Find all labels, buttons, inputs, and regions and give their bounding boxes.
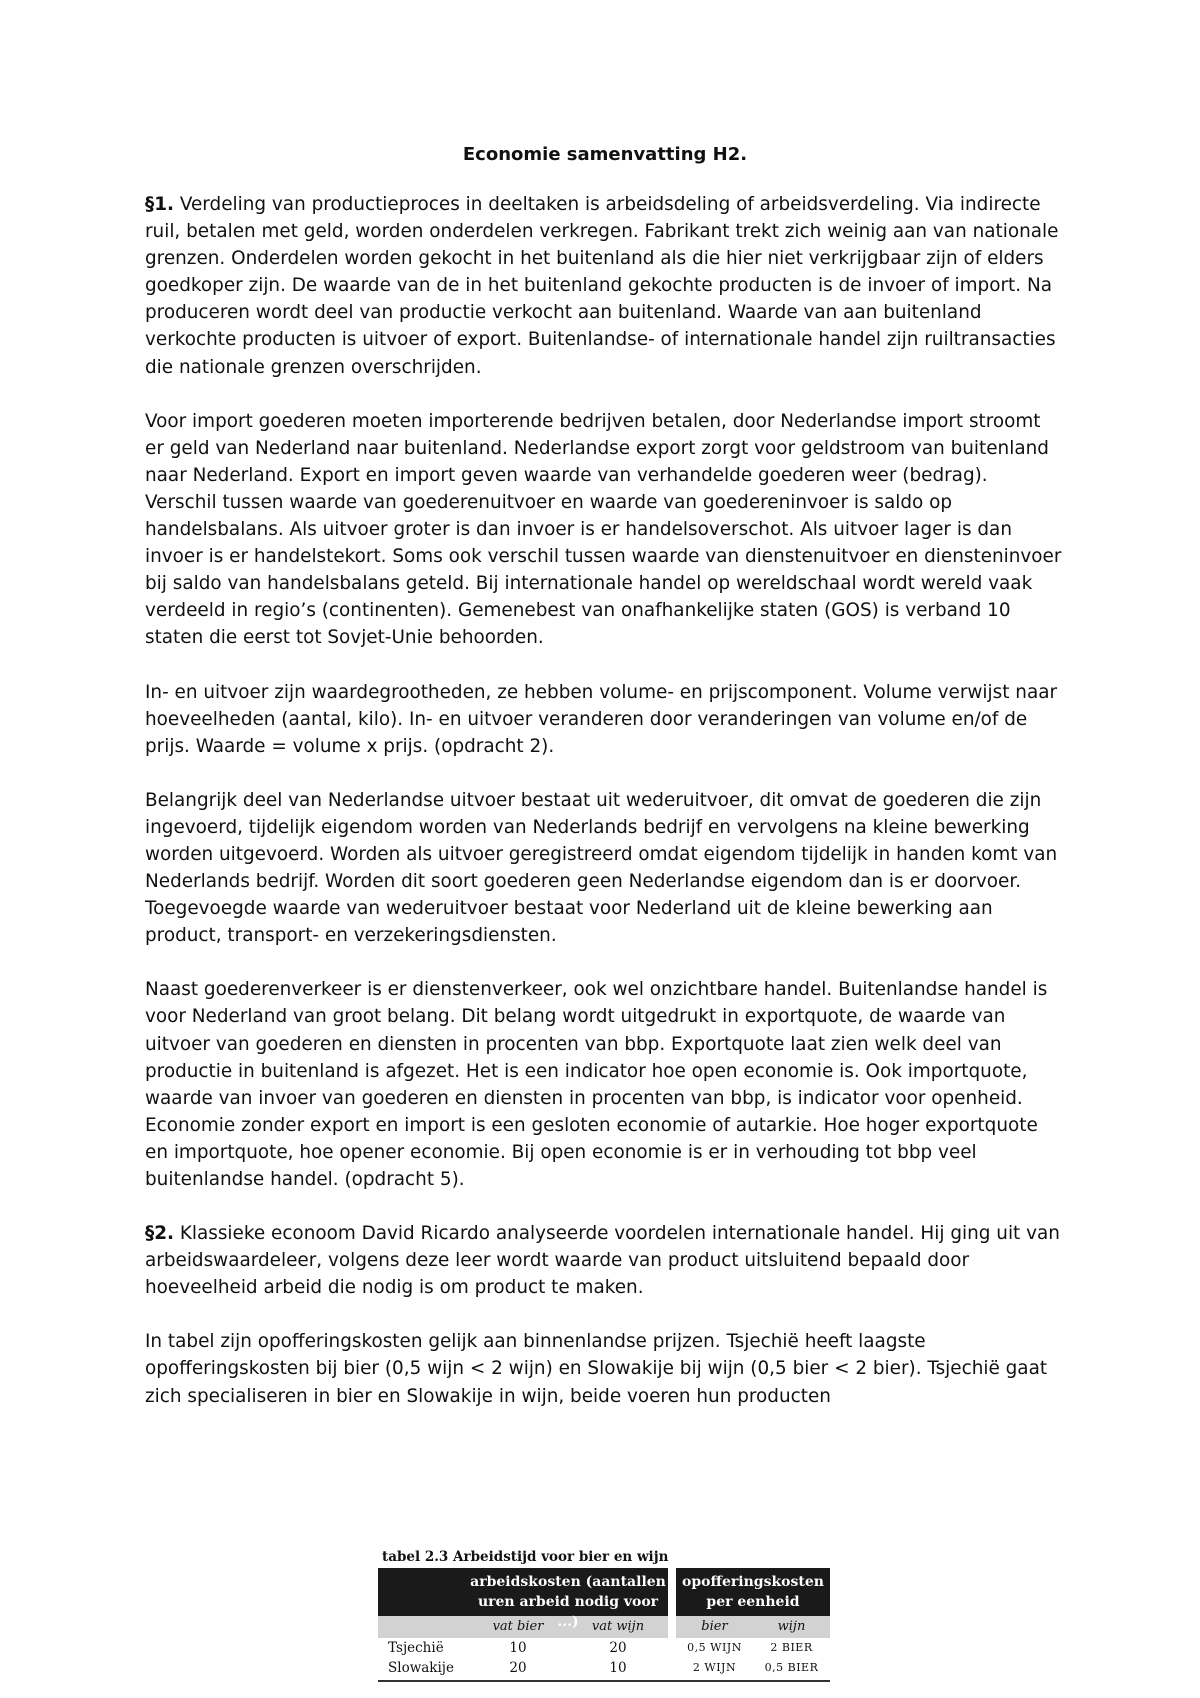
table-corner <box>378 1568 468 1616</box>
table-cell: 20 <box>509 1660 527 1676</box>
subheader-corner <box>378 1616 468 1638</box>
header-labor-costs-line2: uren arbeid nodig voor ...) <box>477 1594 659 1630</box>
table-cell: 2 BIER <box>770 1641 813 1654</box>
labor-time-table <box>378 1548 830 1682</box>
header-labor-costs-line1: arbeidskosten (aantallen <box>470 1574 666 1590</box>
table-row <box>378 1638 830 1658</box>
table-cell: 10 <box>509 1640 527 1656</box>
paragraph-2 <box>145 408 1065 652</box>
table-row <box>378 1658 830 1678</box>
table-bottom-rule <box>378 1680 830 1682</box>
document-title: Economie samenvatting H2. <box>462 144 748 165</box>
paragraph-7 <box>145 1328 1065 1409</box>
document-page <box>145 141 1065 1437</box>
header-opportunity-costs-line1: opofferingskosten <box>682 1574 824 1590</box>
paragraph-text: Klassieke econoom David Ricardo analyseerde voordelen internationale handel. Hij ging uit van arbeidswaardeleer, volgens deze leer wordt waarde van product uitsluitend bepaald door hoeveelheid arbeid die nodig is om product te maken. <box>145 1223 1060 1299</box>
subheader-cell: wijn <box>777 1619 806 1634</box>
paragraph-text: Voor import goederen moeten importerende bedrijven betalen, door Nederlandse import stroomt er geld van Nederland naar buitenland. Nederlandse export zorgt voor geldstroom van buitenland naar Nederland. Export en import geven waarde van verhandelde goederen weer (bedrag). Verschil tussen waarde van goederenuitvoer en waarde van goedereninvoer is saldo op handelsbalans. Als uitvoer groter is dan invoer is er handelsoverschot. Als uitvoer lager is dan invoer is er handelstekort. Soms ook verschil tussen waarde van dienstenuitvoer en diensteninvoer bij saldo van handelsbalans geteld. Bij internationale handel op wereldschaal wordt wereld vaak verdeeld in regio’s (continenten). Gemenebest van onafhankelijke staten (GOS) is verband 10 staten die eerst tot Sovjet-Unie behoorden. <box>145 410 1062 649</box>
subheader-cell: bier <box>701 1619 728 1634</box>
paragraph-5 <box>145 976 1065 1193</box>
header-divider <box>668 1568 676 1616</box>
paragraph-1 <box>145 191 1065 381</box>
table-cell: 10 <box>609 1660 627 1676</box>
paragraph-text: Verdeling van productieproces in deeltaken is arbeidsdeling of arbeidsverdeling. Via indirecte ruil, betalen met geld, worden onderdelen verkregen. Fabrikant trekt zich weinig aan van nationale grenzen. Onderdelen worden gekocht in het buitenland als die hier niet verkrijgbaar zijn of elders goedkoper zijn. De waarde van de in het buitenland gekochte producten is de invoer of import. Na produceren wordt deel van productie verkocht aan buitenland. Waarde van aan buitenland verkochte producten is uitvoer of export. Buitenlandse- of internationale handel zijn ruiltransacties die nationale grenzen overschrijden. <box>145 194 1059 378</box>
row-divider <box>668 1638 676 1658</box>
table-cell: 0,5 BIER <box>764 1661 819 1674</box>
table-cell: 2 WIJN <box>692 1661 737 1674</box>
paragraph-6 <box>145 1220 1065 1301</box>
header-opportunity-costs <box>676 1568 830 1616</box>
paragraph-4 <box>145 787 1065 950</box>
paragraph-text: In tabel zijn opofferingskosten gelijk aan binnenlandse prijzen. Tsjechië heeft laagste opofferingskosten bij bier (0,5 wijn < 2 wijn) en Slowakije bij wijn (0,5 bier < 2 bier). Tsjechië gaat zich specialiseren in bier en Slowakije in wijn, beide voeren hun producten <box>145 1331 1048 1407</box>
section-marker: §2. <box>145 1223 174 1245</box>
paragraph-text: In- en uitvoer zijn waardegrootheden, ze hebben volume- en prijscomponent. Volume verwijst naar hoeveelheden (aantal, kilo). In- en uitvoer veranderen door veranderingen van volume en/of de prijs. Waarde = volume x prijs. (opdracht 2). <box>145 681 1058 757</box>
row-divider <box>668 1658 676 1678</box>
header-opportunity-costs-line2: per eenheid <box>706 1594 800 1610</box>
subheader-cell: vat bier <box>492 1619 544 1634</box>
table-cell: 0,5 WIJN <box>687 1641 742 1654</box>
table-caption: tabel 2.3 Arbeidstijd voor bier en wijn <box>382 1549 669 1565</box>
row-country: Tsjechië <box>388 1640 444 1656</box>
subheader-divider <box>668 1616 676 1638</box>
paragraph-text: Belangrijk deel van Nederlandse uitvoer bestaat uit wederuitvoer, dit omvat de goederen die zijn ingevoerd, tijdelijk eigendom worden van Nederlands bedrijf en vervolgens na kleine bewerking worden uitgevoerd. Worden als uitvoer geregistreerd omdat eigendom tijdelijk in handen komt van Nederlands bedrijf. Worden dit soort goederen geen Nederlandse eigendom dan is er doorvoer. Toegevoegde waarde van wederuitvoer bestaat voor Nederland uit de kleine bewerking aan product, transport- en verzekeringsdiensten. <box>145 789 1058 947</box>
section-marker: §1. <box>145 194 174 215</box>
table-cell: 20 <box>609 1640 627 1656</box>
paragraph-text: Naast goederenverkeer is er dienstenverkeer, ook wel onzichtbare handel. Buitenlandse handel is voor Nederland van groot belang. Dit belang wordt uitgedrukt in exportquote, de waarde van uitvoer van goederen en diensten in procenten van bbp. Exportquote laat zien welk deel van productie in buitenland is afgezet. Het is een indicator hoe open economie is. Ook importquote, waarde van invoer van goederen en diensten in procenten van bbp, is indicator voor openheid. Economie zonder export en import is een gesloten economie of autarkie. Hoe hoger exportquote en importquote, hoe opener economie. Bij open economie is er in verhouding tot bbp veel buitenlandse handel. (opdracht 5). <box>145 979 1048 1190</box>
subheader-cell: vat wijn <box>591 1619 645 1634</box>
row-country: Slowakije <box>388 1660 454 1676</box>
table-subheader <box>378 1616 830 1638</box>
paragraph-3 <box>145 679 1065 760</box>
